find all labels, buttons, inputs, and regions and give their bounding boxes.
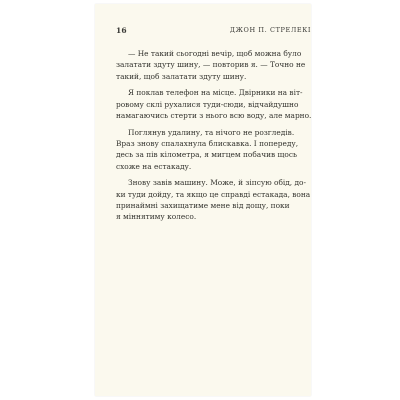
text-line: принаймні захищатиме мене від дощу, поки (116, 201, 290, 211)
running-head: ДЖОН П. СТРЕЛЕКІ (229, 26, 311, 34)
paragraph (116, 177, 312, 222)
paragraph (116, 48, 312, 82)
text-line: намагаючись стерти з нього всю воду, але марно. (116, 110, 312, 120)
text-line: Знову завів машину. Може, й зіпсую обід, до- (128, 178, 306, 188)
text-line: такий, щоб залатати здуту шину. (116, 71, 247, 81)
page-header (116, 26, 311, 38)
text-line: залатати здуту шину, — повторив я. — Точно не (116, 60, 306, 70)
text-line: десь за пів кілометра, я мигцем побачив щось (116, 150, 298, 160)
text-line: я міннятиму колесо. (116, 212, 197, 222)
text-line: Поглянув удалину, та нічого не розгледів. (128, 127, 295, 137)
text-line: Я поклав телефон на місце. Двірники на віт- (128, 88, 303, 98)
text-line: ровому склі рухалися туди-сюди, відчайдушно (116, 99, 299, 109)
paragraph (116, 87, 312, 121)
text-line: — Не такий сьогодні вечір, щоб можна було (128, 49, 302, 58)
page-body (116, 48, 312, 223)
text-line: схоже на естакаду. (116, 161, 192, 171)
text-line: ки туди дойду, та якщо це справді естакада, вона (116, 189, 311, 199)
paragraph (116, 127, 312, 172)
text-line: Враз знову спалахнула блискавка. І попереду, (116, 139, 299, 149)
page-number: 16 (116, 26, 127, 35)
book-page (95, 4, 311, 396)
